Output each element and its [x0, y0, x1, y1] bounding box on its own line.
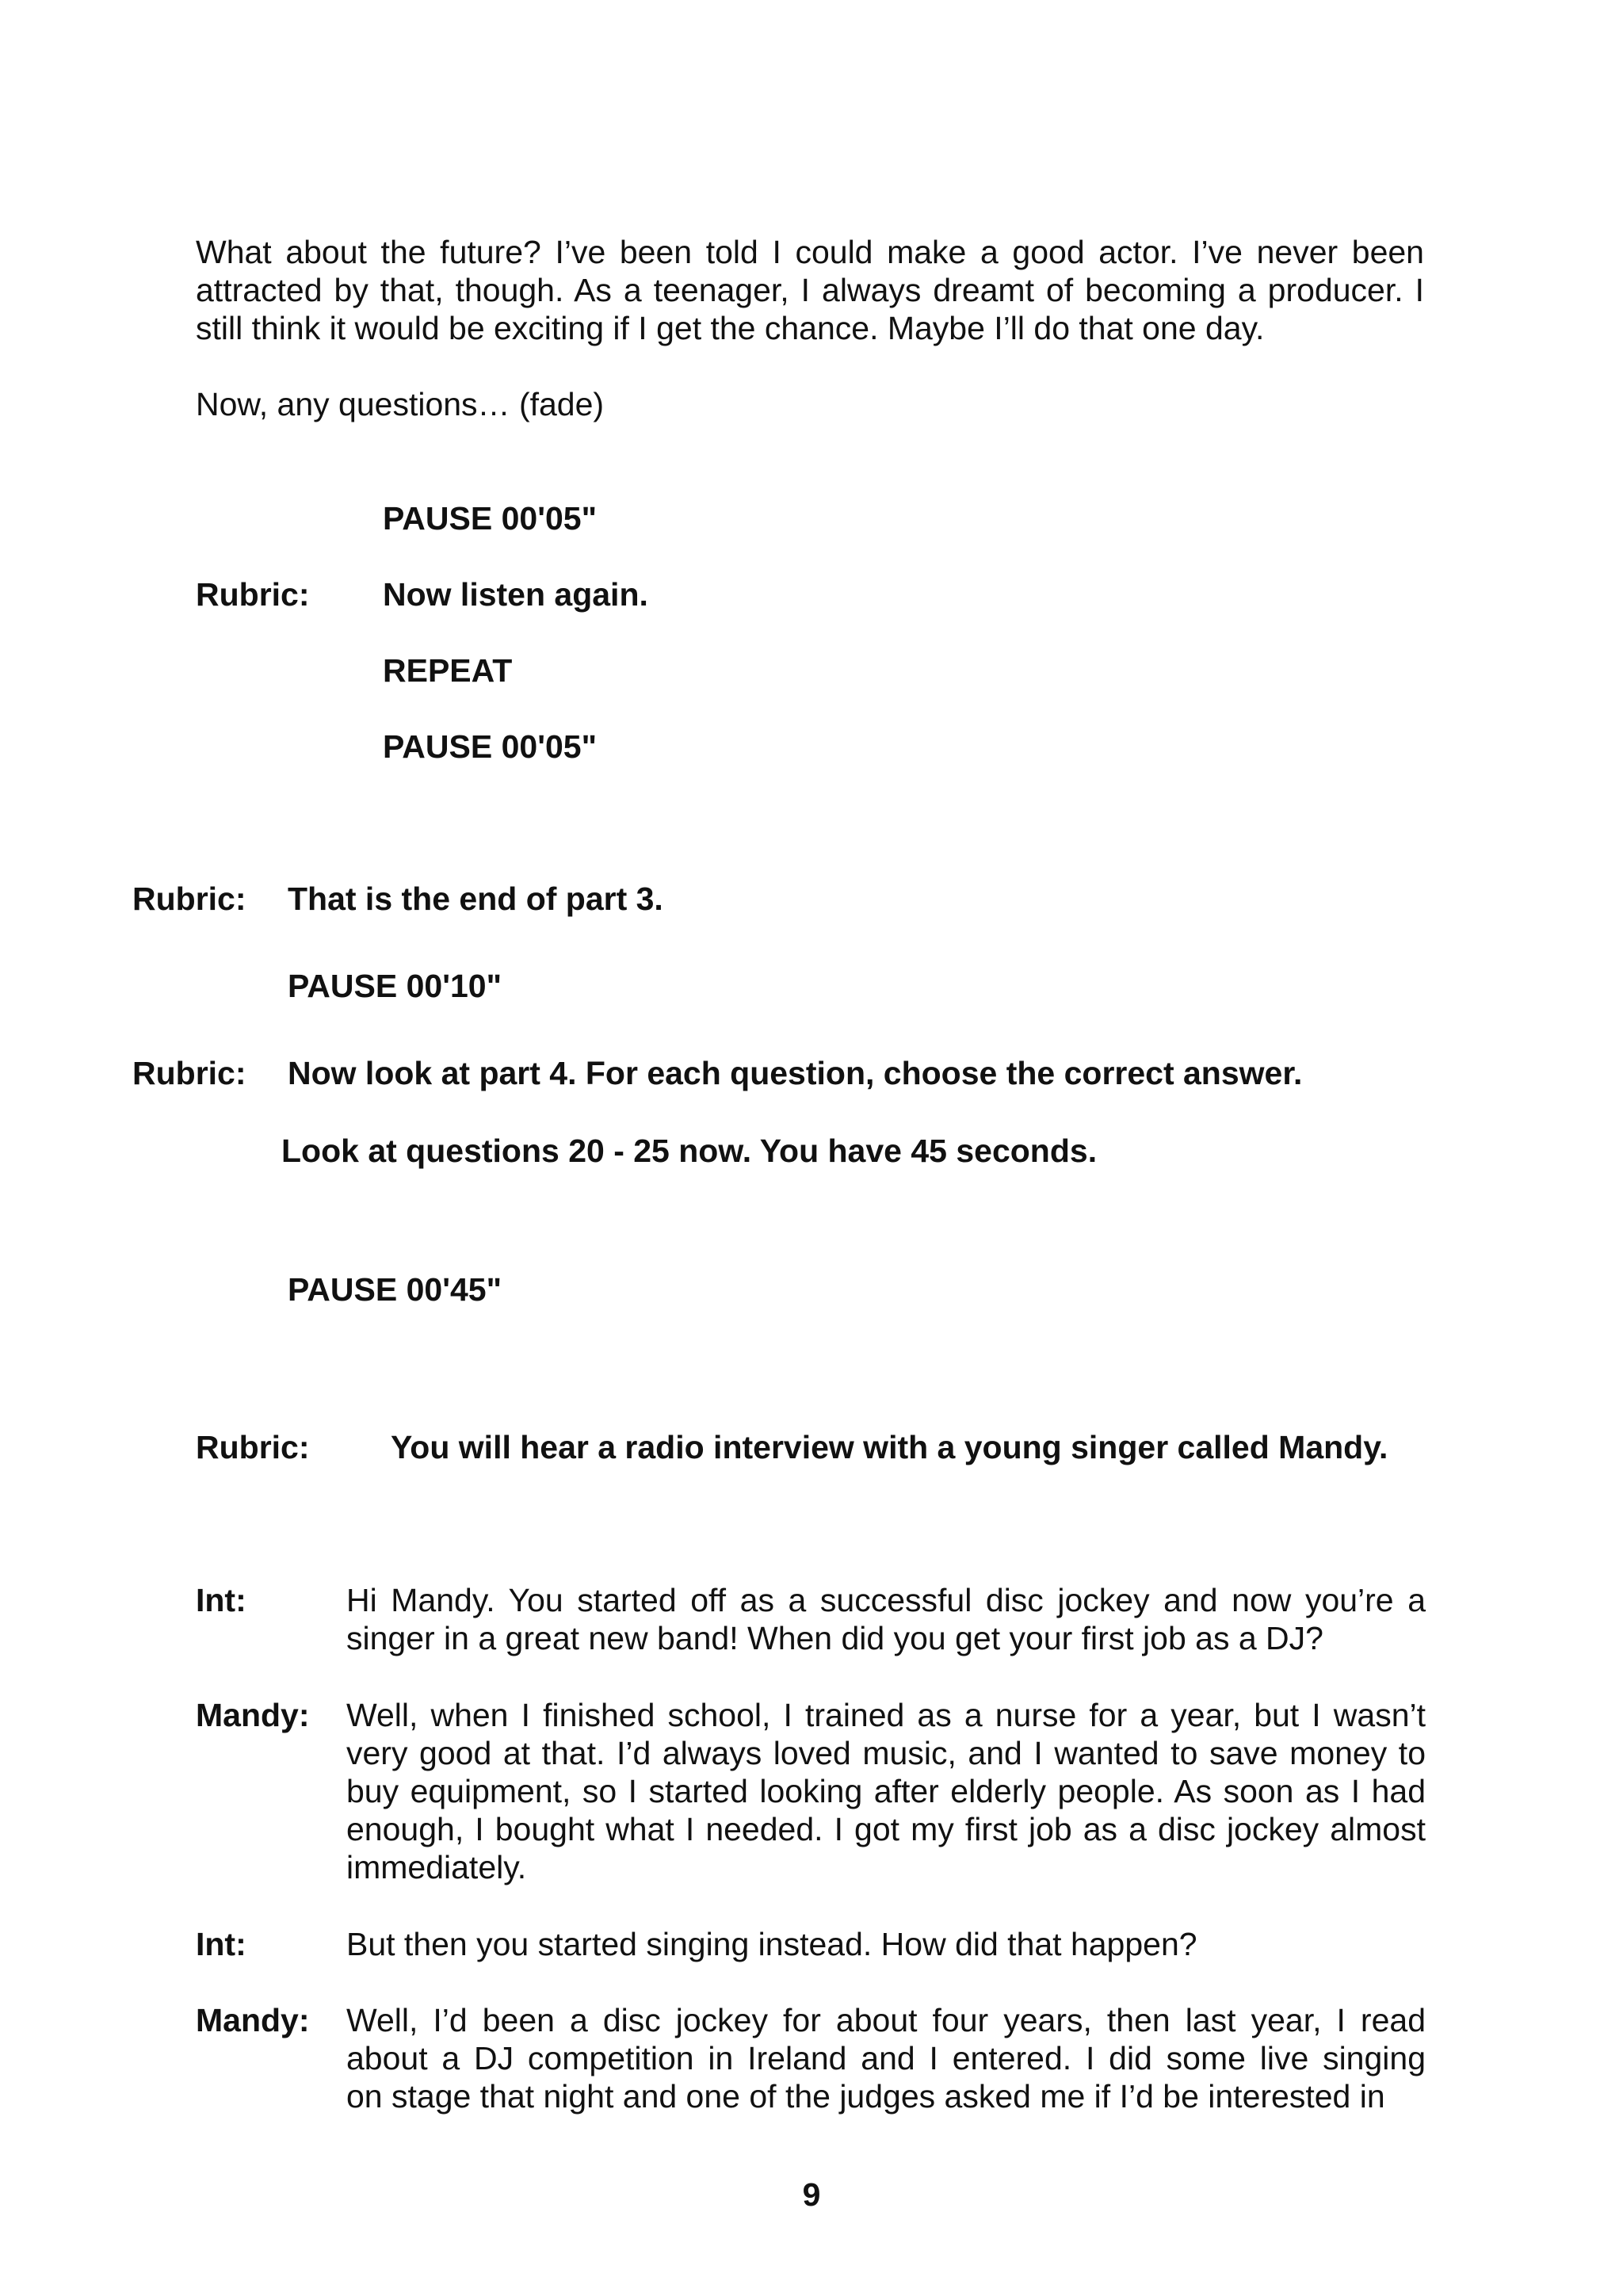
pause-instruction: PAUSE 00'45"	[288, 1271, 502, 1308]
speaker-label: Int:	[196, 1926, 246, 1962]
rubric-label: Rubric:	[132, 881, 246, 917]
dialogue-text	[346, 1581, 1426, 1657]
rubric-text: Now listen again.	[383, 576, 648, 613]
dialogue-line: very good at that. I’d always loved music, and I wanted to save money to	[346, 1735, 1426, 1771]
pause-instruction: PAUSE 00'10"	[288, 968, 502, 1004]
dialogue-line: Hi Mandy. You started off as a successful disc jockey and now you’re a	[346, 1582, 1426, 1618]
repeat-instruction: REPEAT	[383, 652, 513, 689]
questions-instruction: Look at questions 20 - 25 now. You have 45 seconds.	[281, 1133, 1098, 1169]
dialogue-line: on stage that night and one of the judges asked me if I’d be interested in	[346, 2078, 1385, 2115]
dialogue-line: enough, I bought what I needed. I got my first job as a disc jockey almost	[346, 1811, 1426, 1847]
speaker-label: Mandy:	[196, 2002, 310, 2038]
page-number: 9	[802, 2176, 821, 2213]
dialogue-line: Well, I’d been a disc jockey for about four years, then last year, I read	[346, 2002, 1426, 2038]
rubric-label: Rubric:	[196, 1429, 310, 1465]
rubric-text: You will hear a radio interview with a young singer called Mandy.	[391, 1429, 1388, 1465]
dialogue-line: Well, when I finished school, I trained as a nurse for a year, but I wasn’t	[346, 1697, 1426, 1733]
fade-line: Now, any questions… (fade)	[196, 386, 605, 422]
dialogue-line: But then you started singing instead. How did that happen?	[346, 1926, 1197, 1962]
dialogue-line: about a DJ competition in Ireland and I entered. I did some live singing	[346, 2040, 1426, 2076]
dialogue-line: immediately.	[346, 1849, 527, 1885]
dialogue-line: buy equipment, so I started looking after elderly people. As soon as I had	[346, 1773, 1426, 1809]
dialogue-text	[346, 2001, 1426, 2115]
dialogue-text	[346, 1696, 1426, 1886]
rubric-text: That is the end of part 3.	[288, 881, 663, 917]
speaker-label: Mandy:	[196, 1697, 310, 1733]
dialogue-line: singer in a great new band! When did you get your first job as a DJ?	[346, 1620, 1323, 1656]
rubric-text: Now look at part 4. For each question, choose the correct answer.	[288, 1055, 1303, 1091]
intro-paragraph: What about the future? I’ve been told I could make a good actor. I’ve never been attracted by that, though. As a teenager, I always dreamt of becoming a producer. I still think it would be exciting if I get the chance. Maybe I’ll do that one day.	[196, 234, 1424, 346]
pause-instruction: PAUSE 00'05"	[383, 500, 598, 537]
dialogue-text	[346, 1925, 1426, 1963]
pause-instruction: PAUSE 00'05"	[383, 728, 598, 765]
speaker-label: Int:	[196, 1582, 246, 1618]
rubric-label: Rubric:	[132, 1055, 246, 1091]
rubric-label: Rubric:	[196, 576, 310, 613]
